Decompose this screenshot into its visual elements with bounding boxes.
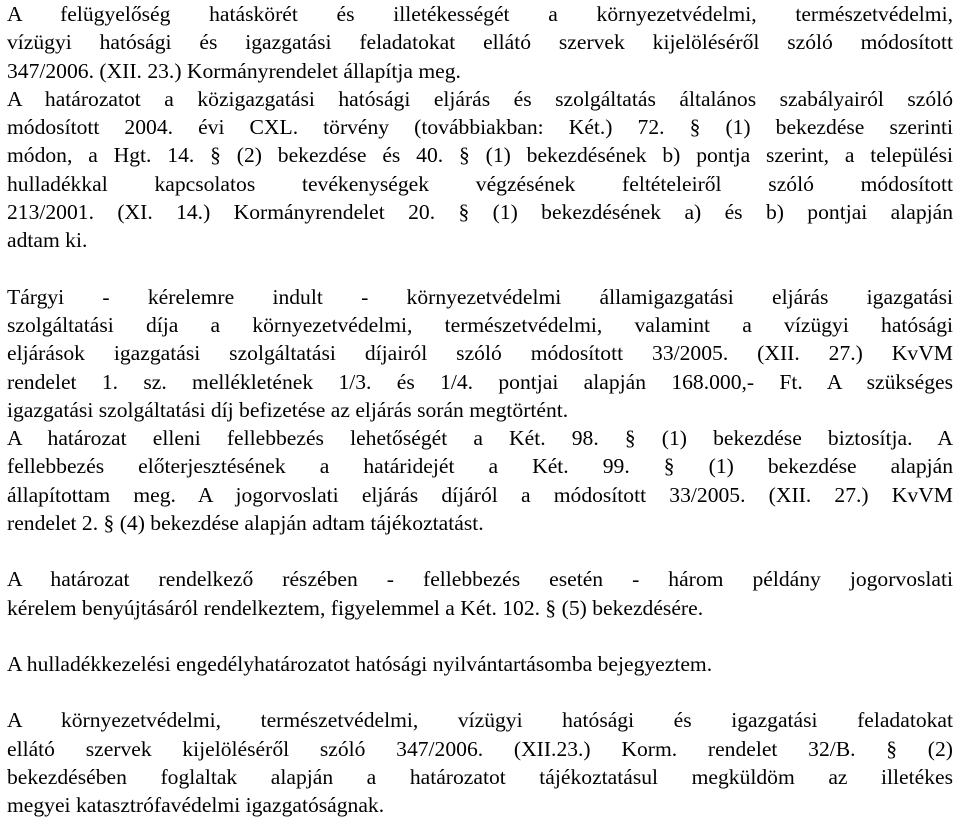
text-line: rendelet 2. § (4) bekezdése alapján adtam tájékoztatást. xyxy=(7,511,484,536)
paragraph-competence xyxy=(7,0,953,85)
paragraph-spacer xyxy=(7,255,953,283)
paragraph-spacer xyxy=(7,622,953,650)
paragraph-spacer xyxy=(7,537,953,565)
paragraph-legal-basis xyxy=(7,85,953,255)
text-line: A felügyelőség hatáskörét és illetékességét a környezetvédelmi, természetvédelmi, xyxy=(7,2,953,26)
text-line: rendelet 1. sz. mellékletének 1/3. és 1/4. pontjai alapján 168.000,- Ft. A szükséges xyxy=(7,369,953,394)
document-page xyxy=(7,0,953,819)
text-line: A hulladékkezelési engedélyhatározatot hatósági nyilvántartásomba bejegyeztem. xyxy=(7,651,713,676)
text-line: adtam ki. xyxy=(7,228,88,253)
paragraph-spacer xyxy=(7,678,953,706)
text-line: ellátó szervek kijelöléséről szóló 347/2006. (XII.23.) Korm. rendelet 32/B. § (2) xyxy=(7,736,953,761)
paragraph-registry xyxy=(7,650,953,678)
text-line: bekezdésében foglaltak alapján a határozatot tájékoztatásul megküldöm az illetékes xyxy=(7,764,953,789)
text-line: 347/2006. (XII. 23.) Kormányrendelet állapítja meg. xyxy=(7,58,461,83)
paragraph-fee xyxy=(7,283,953,424)
text-line: A határozat rendelkező részében - fellebbezés esetén - három példány jogorvoslati xyxy=(7,567,953,592)
paragraph-notification xyxy=(7,706,953,819)
text-line: igazgatási szolgáltatási díj befizetése az eljárás során megtörtént. xyxy=(7,397,569,422)
text-line: A határozatot a közigazgatási hatósági eljárás és szolgáltatás általános szabályairól szóló xyxy=(7,86,953,111)
text-line: hulladékkal kapcsolatos tevékenységek végzésének feltételeiről szóló módosított xyxy=(7,171,953,196)
text-line: módosított 2004. évi CXL. törvény (továbbiakban: Két.) 72. § (1) bekezdése szerinti xyxy=(7,115,953,140)
text-line: 213/2001. (XI. 14.) Kormányrendelet 20. § (1) bekezdésének a) és b) pontjai alapján xyxy=(7,200,953,225)
text-line: állapítottam meg. A jogorvoslati eljárás díjáról a módosított 33/2005. (XII. 27.) KvVM xyxy=(7,482,953,507)
text-line: fellebbezés előterjesztésének a határidejét a Két. 99. § (1) bekezdése alapján xyxy=(7,454,953,479)
text-line: módon, a Hgt. 14. § (2) bekezdése és 40. § (1) bekezdésének b) pontja szerint, a települési xyxy=(7,143,953,168)
text-line: A környezetvédelmi, természetvédelmi, vízügyi hatósági és igazgatási feladatokat xyxy=(7,708,953,733)
text-line: vízügyi hatósági és igazgatási feladatokat ellátó szervek kijelöléséről szóló módosított xyxy=(7,30,953,55)
text-line: Tárgyi - kérelemre indult - környezetvédelmi államigazgatási eljárás igazgatási xyxy=(7,284,953,309)
text-line: eljárások igazgatási szolgáltatási díjairól szóló módosított 33/2005. (XII. 27.) KvVM xyxy=(7,341,953,366)
paragraph-appeal-copies xyxy=(7,565,953,622)
text-line: kérelem benyújtásáról rendelkeztem, figyelemmel a Két. 102. § (5) bekezdésére. xyxy=(7,595,704,620)
paragraph-appeal xyxy=(7,424,953,537)
text-line: megyei katasztrófavédelmi igazgatóságnak. xyxy=(7,793,385,818)
text-line: A határozat elleni fellebbezés lehetőségét a Két. 98. § (1) bekezdése biztosítja. A xyxy=(7,426,953,451)
text-line: szolgáltatási díja a környezetvédelmi, természetvédelmi, valamint a vízügyi hatósági xyxy=(7,312,953,337)
